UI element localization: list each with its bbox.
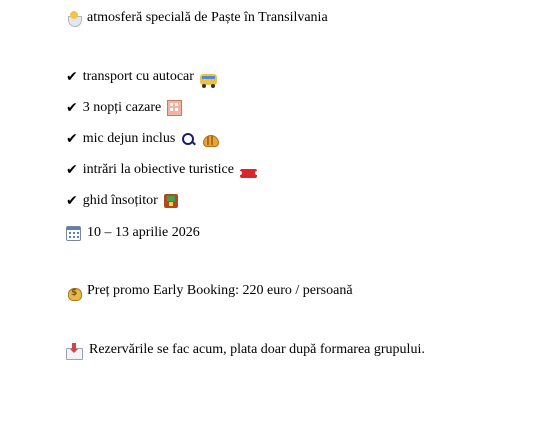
hotel-icon: [167, 100, 182, 116]
dates-line: [66, 224, 200, 242]
price-text: Preț promo Early Booking: 220 euro / persoană: [87, 283, 353, 298]
check-mark-icon: ✔: [66, 100, 78, 116]
feature-accommodation: [66, 99, 182, 117]
check-mark-icon: ✔: [66, 69, 78, 85]
check-mark-icon: ✔: [66, 193, 78, 209]
croissant-icon: [202, 132, 217, 147]
feature-text: mic dejun inclus: [82, 131, 176, 146]
feature-breakfast: [66, 130, 217, 148]
intro-line: [66, 9, 328, 27]
intro-text: atmosferă specială de Paște în Transilvania: [87, 10, 328, 25]
feature-guide: [66, 192, 178, 210]
money-bag-icon: [66, 284, 81, 299]
feature-text: transport cu autocar: [82, 69, 194, 84]
bus-icon: [200, 74, 217, 85]
easter-egg-icon: [66, 11, 81, 26]
check-mark-icon: ✔: [66, 162, 78, 178]
dates-text: 10 – 13 aprilie 2026: [87, 225, 200, 240]
booking-line: [66, 341, 425, 359]
feature-transport: [66, 68, 217, 86]
inbox-tray-icon: [66, 348, 83, 360]
price-line: [66, 282, 353, 300]
booking-text: Rezervările se fac acum, plata doar după formarea grupului.: [89, 342, 425, 357]
check-mark-icon: ✔: [66, 131, 78, 147]
guide-icon: [164, 194, 178, 208]
ticket-icon: [240, 169, 257, 178]
feature-entries: [66, 161, 257, 179]
feature-text: ghid însoțitor: [82, 193, 158, 208]
feature-text: 3 nopți cazare: [82, 100, 162, 115]
calendar-icon: [66, 226, 81, 241]
feature-text: intrări la obiective turistice: [82, 162, 234, 177]
magnifier-icon: [181, 132, 196, 147]
